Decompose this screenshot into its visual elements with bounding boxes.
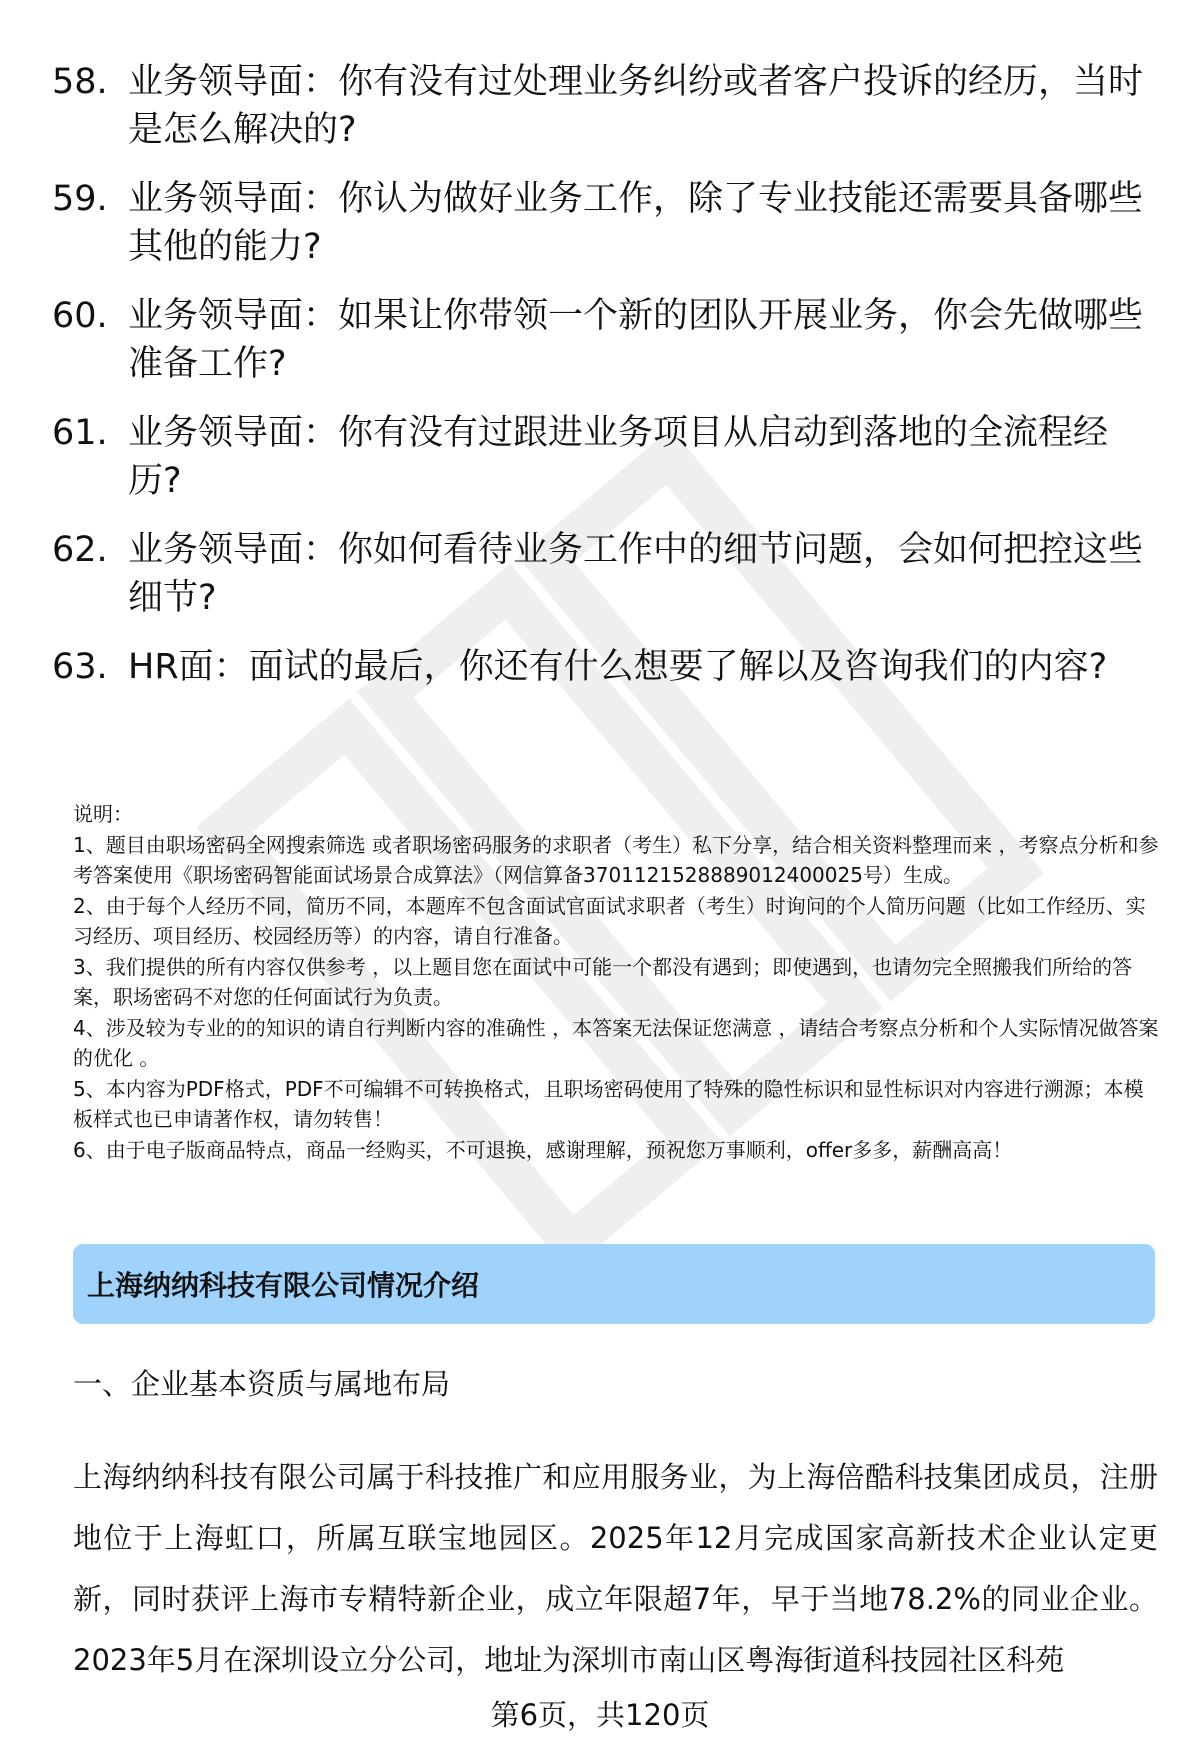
section-title: 一、企业基本资质与属地布局	[73, 1367, 451, 1401]
question-number: 60.	[52, 296, 108, 336]
note-item: 4、涉及较为专业的的知识的请自行判断内容的准确性 ，本答案无法保证您满意 ，请结合考察点分析和个人实际情况做答案的优化 。	[73, 1015, 1159, 1070]
question-item	[52, 292, 1152, 388]
question-text: 业务领导面：如果让你带领一个新的团队开展业务，你会先做哪些准备工作?	[128, 296, 1144, 384]
question-number: 59.	[52, 179, 108, 219]
question-text: 业务领导面：你如何看待业务工作中的细节问题，会如何把控这些细节?	[128, 530, 1144, 618]
question-text: HR面：面试的最后，你还有什么想要了解以及咨询我们的内容?	[128, 647, 1108, 687]
question-text: 业务领导面：你认为做好业务工作，除了专业技能还需要具备哪些其他的能力?	[128, 179, 1144, 267]
question-item	[52, 643, 1152, 691]
question-list	[52, 58, 1152, 712]
question-text: 业务领导面：你有没有过处理业务纠纷或者客户投诉的经历，当时是怎么解决的?	[128, 62, 1144, 150]
question-number: 62.	[52, 530, 108, 570]
note-item: 2、由于每个人经历不同，简历不同，本题库不包含面试官面试求职者（考生）时询问的个人简历问题（比如工作经历、实习经历、项目经历、校园经历等）的内容，请自行准备。	[73, 893, 1146, 948]
note-item: 3、我们提供的所有内容仅供参考 ，以上题目您在面试中可能一个都没有遇到；即使遇到，也请勿完全照搬我们所给的答案，职场密码不对您的任何面试行为负责。	[73, 954, 1133, 1009]
note-item: 1、题目由职场密码全网搜索筛选 或者职场密码服务的求职者（考生）私下分享，结合相关资料整理而来 ，考察点分析和参考答案使用《职场密码智能面试场景合成算法》（网信算备3701121528889012400025号）生成。	[73, 832, 1159, 887]
question-item	[52, 409, 1152, 505]
banner-title: 上海纳纳科技有限公司情况介绍	[87, 1269, 480, 1302]
question-text: 业务领导面：你有没有过跟进业务项目从启动到落地的全流程经历?	[128, 413, 1109, 501]
note-item: 5、本内容为PDF格式，PDF不可编辑不可转换格式，且职场密码使用了特殊的隐性标识和显性标识对内容进行溯源；本模板样式也已申请著作权，请勿转售！	[73, 1076, 1144, 1131]
notes-heading: 说明：	[73, 802, 133, 826]
question-number: 63.	[52, 647, 108, 687]
question-item	[52, 175, 1152, 271]
question-number: 61.	[52, 413, 108, 453]
company-banner	[73, 1244, 1155, 1324]
company-paragraph: 上海纳纳科技有限公司属于科技推广和应用服务业，为上海倍酷科技集团成员，注册地位于上海虹口，所属互联宝地园区。2025年12月完成国家高新技术企业认定更新，同时获评上海市专精特新企业，成立年限超7年，早于当地78.2%的同业企业。2023年5月在深圳设立分公司，地址为深圳市南山区粤海街道科技园社区科苑	[73, 1460, 1158, 1677]
question-number: 58.	[52, 62, 108, 102]
notes-section	[73, 799, 1163, 1165]
page-footer: 第6页，共120页	[490, 1698, 710, 1732]
note-item: 6、由于电子版商品特点，商品一经购买，不可退换，感谢理解，预祝您万事顺利，offer多多，薪酬高高！	[73, 1137, 1013, 1162]
question-item	[52, 58, 1152, 154]
question-item	[52, 526, 1152, 622]
